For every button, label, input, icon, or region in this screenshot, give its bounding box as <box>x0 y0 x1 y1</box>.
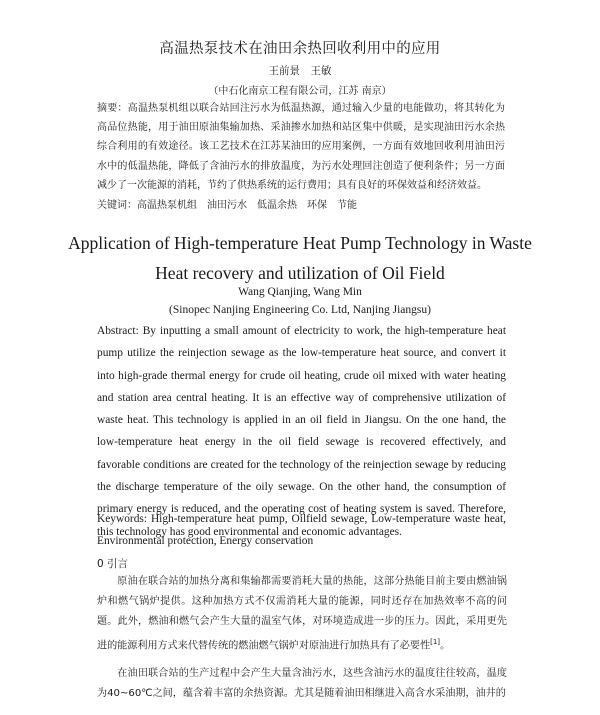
english-abstract: Abstract: By inputting a small amount of electricity to work, the high-temperature heat pump utilize the reinjection sewage as the low-temperature heat source, and convert it into high-grade thermal energy for crude oil heating, crude oil mixed with water heating and station area central heating. It is an effective way of comprehensive utilization of waste heat. This technology is applied in an oil field in Jiangsu. On the one hand, the low-temperature heat energy in the oil field sewage is recovered effectively, and favorable conditions are created for the technology of the reinjection sewage by reducing the discharge temperature of the oily sewage. On the other hand, the consumption of primary energy is reduced, and the operating cost of heating system is saved. Therefore, this technology has good environmental and economic advantages. <box>97 325 506 538</box>
chinese-authors: 王前景 王敏 <box>268 65 332 77</box>
chinese-title: 高温热泵技术在油田余热回收利用中的应用 <box>159 41 441 57</box>
english-affiliation: (Sinopec Nanjing Engineering Co. Ltd, Nanjing Jiangsu) <box>169 304 431 316</box>
introduction-paragraph-1 <box>97 572 507 656</box>
paragraph-text: 原油在联合站的加热分离和集输都需要消耗大量的热能，这部分热能目前主要由燃油锅炉和燃气锅炉提供。这种加热方式不仅需消耗大量的能源，同时还存在加热效率不高的问题。此外，燃油和燃气会产生大量的温室气体，对环境造成进一步的压力。因此，采用更先进的能源利用方式来代替传统的燃油燃气锅炉对原油进行加热具有了必要性 <box>97 576 507 652</box>
citation-reference: [1] <box>430 638 441 646</box>
introduction-paragraph-2: 在油田联合站的生产过程中会产生大量含油污水，这些含油污水的温度往往较高，温度为40~60℃之间，蕴含着丰富的余热资源。尤其是随着油田相继进入高含水采油期，油井的 <box>97 668 507 700</box>
section-heading-introduction: 0 引言 <box>97 558 129 570</box>
chinese-keywords: 关键词：高温热泵机组 油田污水 低温余热 环保 节能 <box>97 200 357 211</box>
chinese-abstract: 摘要：高温热泵机组以联合站回注污水为低温热源，通过输入少量的电能做功，将其转化为高品位热能，用于油田原油集输加热、采油掺水加热和站区集中供暖，是实现油田污水余热综合利用的有效途径。该工艺技术在江苏某油田的应用案例，一方面有效地回收利用油田污水中的低温热能，降低了含油污水的排放温度，为污水处理回注创造了便利条件；另一方面减少了一次能源的消耗，节约了供热系统的运行费用；具有良好的环保效益和经济效益。 <box>97 103 505 191</box>
english-title: Application of High-temperature Heat Pump Technology in Waste Heat recovery and utilization of Oil Field <box>68 233 532 283</box>
english-keywords: Keywords: High-temperature heat pump, Oilfield sewage, Low-temperature waste heat, Environmental protection, Energy conservation <box>97 513 506 547</box>
chinese-affiliation: （中石化南京工程有限公司，江苏 南京） <box>208 86 392 97</box>
introduction-body <box>97 572 507 704</box>
paragraph-text-end: 。 <box>440 640 451 652</box>
english-authors: Wang Qianjing, Wang Min <box>238 286 362 298</box>
